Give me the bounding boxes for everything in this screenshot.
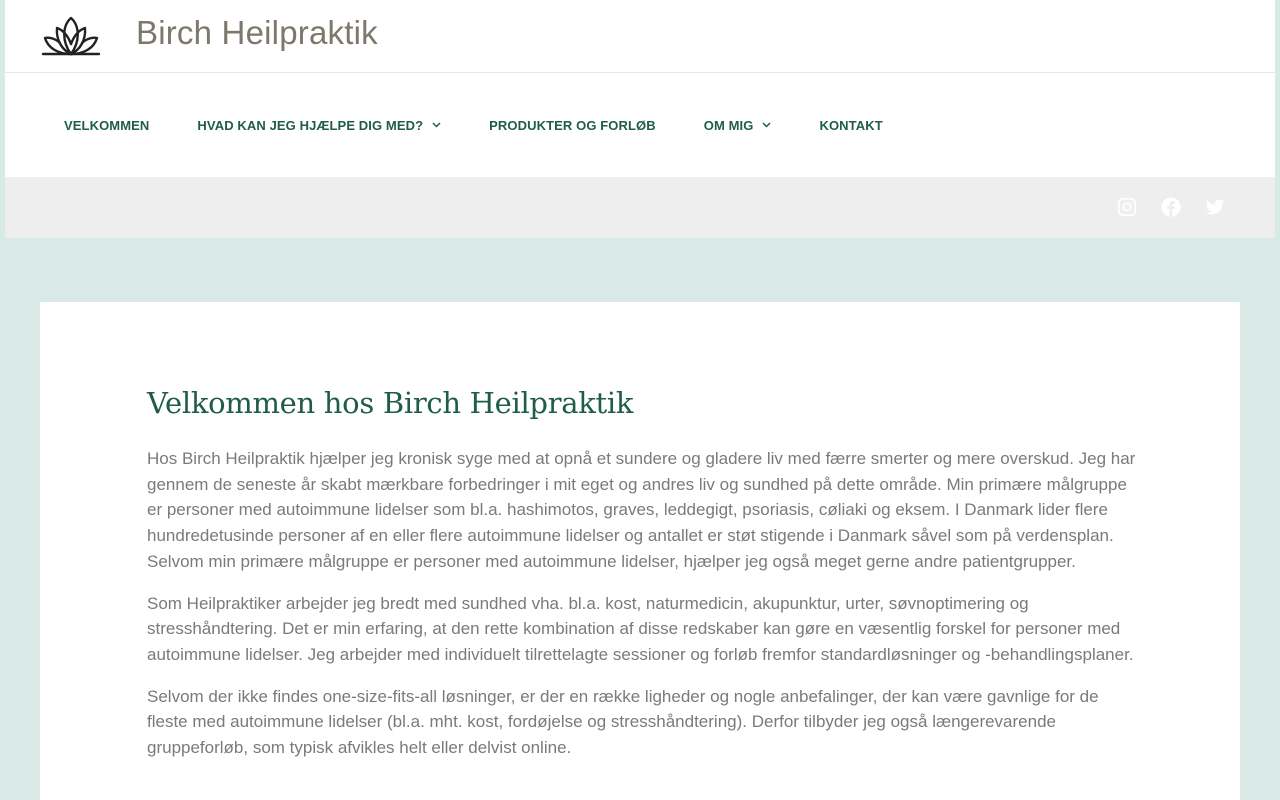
nav-item-hvad-kan-jeg-hjaelpe[interactable]: [197, 118, 441, 133]
chevron-down-icon: [762, 122, 771, 128]
chevron-down-icon: [432, 122, 441, 128]
content-inner: [147, 386, 1137, 777]
twitter-icon[interactable]: [1204, 196, 1226, 218]
nav-item-velkommen[interactable]: [64, 118, 149, 133]
nav-item-label: PRODUKTER OG FORLØB: [489, 117, 656, 133]
facebook-icon[interactable]: [1160, 196, 1182, 218]
content-card: [40, 302, 1240, 800]
nav-item-kontakt[interactable]: [819, 118, 882, 133]
site-title[interactable]: Birch Heilpraktik: [136, 14, 378, 51]
nav-item-label: OM MIG: [703, 117, 754, 133]
social-bar: [5, 177, 1275, 238]
nav-list: [64, 73, 931, 177]
header-branding: [5, 0, 1275, 73]
page-heading: Velkommen hos Birch Heilpraktik: [147, 386, 634, 420]
instagram-icon[interactable]: [1116, 196, 1138, 218]
main-navigation: [5, 73, 1275, 177]
nav-item-produkter-og-forloeb[interactable]: [489, 118, 656, 133]
nav-item-om-mig[interactable]: [704, 118, 772, 133]
approach-paragraph: Som Heilpraktiker arbejder jeg bredt med sundhed vha. bl.a. kost, naturmedicin, akupunktur, urter, søvnoptimering og stresshåndtering. Det er min erfaring, at den rette kombination af disse redskaber kan gøre en væsentlig forskel for personer med autoimmune lidelser. Jeg arbejder med individuelt tilrettelagte sessioner og forløb fremfor standardløsninger og -behandlingsplaner.: [147, 593, 1134, 664]
nav-item-label: VELKOMMEN: [64, 117, 150, 133]
nav-item-label: KONTAKT: [819, 117, 883, 133]
intro-paragraph: Hos Birch Heilpraktik hjælper jeg kronisk syge med at opnå et sundere og gladere liv med færre smerter og mere overskud. Jeg har gennem de seneste år skabt mærkbare forbedringer i mit eget og andres liv og sundhed på dette område. Min primære målgruppe er personer med autoimmune lidelser som bl.a. hashimotos, graves, leddegigt, psoriasis, cøliaki og eksem. I Danmark lider flere hundredetusinde personer af en eller flere autoimmune lidelser og antallet er støt stigende i Danmark såvel som på verdensplan. Selvom min primære målgruppe er personer med autoimmune lidelser, hjælper jeg også meget gerne andre patientgrupper.: [147, 449, 1136, 571]
lotus-icon[interactable]: [40, 14, 102, 58]
social-icons: [1116, 196, 1226, 218]
nav-item-label: HVAD KAN JEG HJÆLPE DIG MED?: [197, 117, 424, 133]
group-program-paragraph: Selvom der ikke findes one-size-fits-all løsninger, er der en række ligheder og nogle anbefalinger, der kan være gavnlige for de fleste med autoimmune lidelser (bl.a. mht. kost, fordøjelse og stresshåndtering). Derfor tilbyder jeg også længerevarende gruppeforløb, som typisk afvikles helt eller delvist online.: [147, 686, 1099, 758]
site-header: [5, 0, 1275, 238]
